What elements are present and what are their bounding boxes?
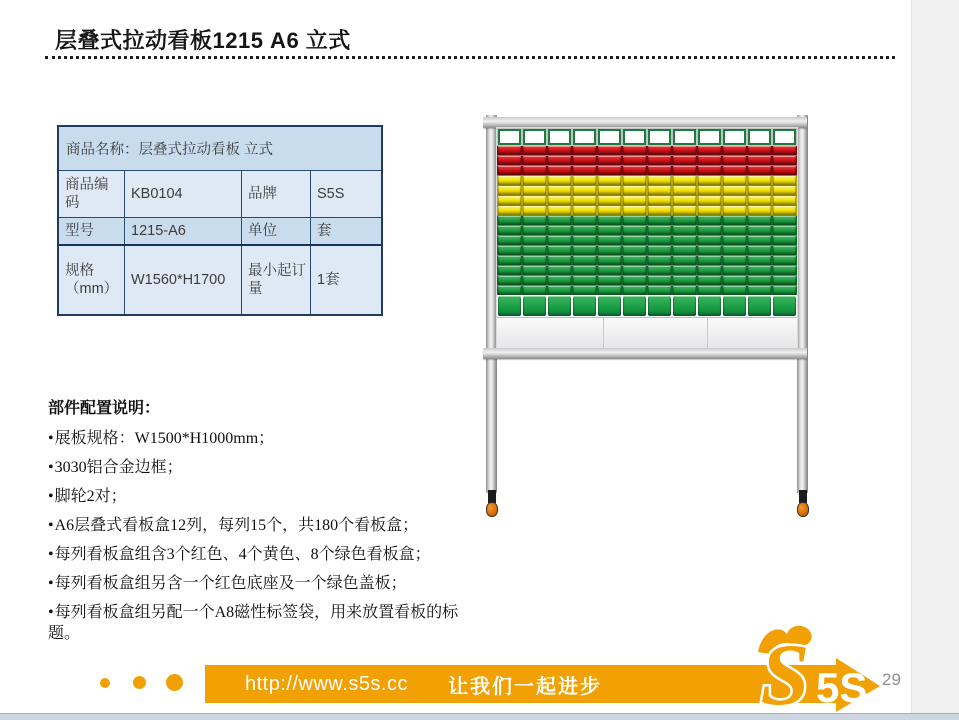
kanban-bin-yellow — [573, 186, 596, 195]
kanban-bin-green — [548, 236, 571, 245]
kanban-bin-red — [548, 166, 571, 175]
label-card — [648, 129, 671, 145]
kanban-bin-red — [698, 166, 721, 175]
page-title: 层叠式拉动看板1215 A6 立式 — [55, 28, 351, 53]
cover-plate — [498, 296, 521, 316]
label-card — [698, 129, 721, 145]
kanban-bin-green — [773, 216, 796, 225]
kanban-bin-green — [648, 226, 671, 235]
component-config-notes — [48, 398, 468, 652]
right-gutter — [911, 0, 959, 720]
kanban-bin-red — [773, 166, 796, 175]
kanban-bin-green — [598, 246, 621, 255]
table-cell-value: 1套 — [310, 246, 381, 314]
table-row — [59, 244, 381, 314]
label-card — [498, 129, 521, 145]
cover-plate — [573, 296, 596, 316]
kanban-bin-green — [648, 286, 671, 295]
bin-row-yellow — [497, 206, 797, 215]
kanban-bin-green — [548, 256, 571, 265]
kanban-bin-yellow — [548, 196, 571, 205]
kanban-bin-yellow — [523, 186, 546, 195]
frame-post-left — [486, 115, 497, 493]
kanban-bin-yellow — [523, 176, 546, 185]
kanban-bin-green — [748, 246, 771, 255]
kanban-bin-green — [623, 256, 646, 265]
kanban-bin-green — [523, 226, 546, 235]
kanban-bin-red — [623, 166, 646, 175]
kanban-bin-red — [698, 146, 721, 155]
table-cell-value: KB0104 — [124, 171, 241, 217]
kanban-bin-red — [623, 156, 646, 165]
kanban-bin-red — [648, 156, 671, 165]
footer-dot — [133, 676, 146, 689]
kanban-bin-green — [523, 266, 546, 275]
kanban-bin-green — [598, 226, 621, 235]
kanban-bin-yellow — [548, 186, 571, 195]
kanban-bin-green — [773, 246, 796, 255]
kanban-bin-yellow — [648, 176, 671, 185]
board-lower-panel — [497, 317, 797, 348]
config-item: • 每列看板盒组另含一个红色底座及一个绿色盖板； — [48, 573, 468, 594]
table-cell-label: 单位 — [241, 218, 310, 244]
kanban-bin-green — [598, 276, 621, 285]
kanban-bin-green — [623, 266, 646, 275]
kanban-bin-green — [523, 286, 546, 295]
kanban-bin-green — [748, 216, 771, 225]
kanban-bin-green — [698, 276, 721, 285]
bin-row-red — [497, 156, 797, 165]
title-dotted-rule — [45, 56, 895, 59]
table-cell-label: 商品编码 — [65, 176, 109, 211]
kanban-bin-yellow — [573, 196, 596, 205]
kanban-bin-red — [523, 146, 546, 155]
kanban-bin-green — [623, 226, 646, 235]
kanban-bin-green — [698, 266, 721, 275]
kanban-bin-yellow — [598, 206, 621, 215]
kanban-bin-green — [723, 236, 746, 245]
kanban-bin-red — [673, 166, 696, 175]
label-card — [748, 129, 771, 145]
kanban-bin-green — [748, 276, 771, 285]
kanban-bin-green — [673, 256, 696, 265]
product-name-cell: 商品名称：层叠式拉动看板 立式 — [59, 127, 381, 170]
kanban-bin-green — [773, 256, 796, 265]
kanban-bin-red — [548, 146, 571, 155]
kanban-bin-red — [748, 146, 771, 155]
kanban-bin-red — [673, 146, 696, 155]
kanban-bin-green — [548, 266, 571, 275]
kanban-bin-green — [548, 276, 571, 285]
s5s-logo — [688, 620, 888, 720]
kanban-bin-green — [598, 256, 621, 265]
product-table — [57, 125, 383, 316]
kanban-bin-green — [598, 286, 621, 295]
website-url[interactable]: http://www.s5s.cc — [245, 672, 408, 695]
kanban-bin-red — [773, 156, 796, 165]
frame-post-right — [797, 115, 808, 493]
kanban-bin-yellow — [748, 206, 771, 215]
kanban-bin-green — [723, 246, 746, 255]
kanban-bin-green — [673, 246, 696, 255]
kanban-bin-green — [723, 276, 746, 285]
kanban-bin-green — [623, 286, 646, 295]
kanban-bin-green — [548, 226, 571, 235]
caster-right — [796, 490, 810, 520]
label-card — [673, 129, 696, 145]
kanban-bin-yellow — [598, 176, 621, 185]
kanban-bin-green — [573, 226, 596, 235]
label-card — [623, 129, 646, 145]
kanban-bin-yellow — [573, 176, 596, 185]
footer-slogan: 让我们一起进步 — [448, 675, 602, 698]
footer-dot — [166, 674, 183, 691]
logo-letter-big: S — [760, 627, 810, 720]
kanban-bin-yellow — [698, 186, 721, 195]
kanban-bin-yellow — [673, 196, 696, 205]
frame-rail-bottom — [483, 348, 807, 359]
kanban-bin-red — [523, 166, 546, 175]
label-card — [773, 129, 796, 145]
cover-plate — [698, 296, 721, 316]
kanban-bin-green — [698, 226, 721, 235]
table-cell-value: 1215-A6 — [124, 218, 241, 244]
table-cell-value: S5S — [310, 171, 381, 217]
kanban-bin-red — [698, 156, 721, 165]
footer-dot — [100, 678, 110, 688]
kanban-bin-red — [598, 156, 621, 165]
board-cover-row — [497, 296, 797, 316]
bin-row-green — [497, 256, 797, 265]
kanban-bin-green — [748, 226, 771, 235]
kanban-bin-green — [623, 216, 646, 225]
table-cell-label: 最小起订量 — [241, 246, 310, 314]
kanban-bin-green — [548, 246, 571, 255]
cover-plate — [673, 296, 696, 316]
kanban-bin-green — [673, 216, 696, 225]
table-cell-value: W1560*H1700 — [124, 246, 241, 314]
kanban-bin-red — [773, 146, 796, 155]
kanban-bin-green — [498, 256, 521, 265]
kanban-bin-yellow — [523, 196, 546, 205]
kanban-bin-red — [498, 156, 521, 165]
kanban-bin-yellow — [623, 186, 646, 195]
config-item: • 每列看板盒组含3个红色、4个黄色、8个绿色看板盒； — [48, 544, 468, 565]
kanban-bin-red — [498, 166, 521, 175]
board-label-strip — [497, 129, 797, 145]
kanban-bin-green — [598, 216, 621, 225]
kanban-bin-yellow — [548, 176, 571, 185]
cover-plate — [523, 296, 546, 316]
kanban-bin-green — [648, 216, 671, 225]
kanban-bin-green — [598, 266, 621, 275]
kanban-bin-yellow — [498, 186, 521, 195]
kanban-bin-green — [723, 256, 746, 265]
kanban-bin-red — [598, 166, 621, 175]
kanban-bin-red — [573, 146, 596, 155]
kanban-bin-yellow — [748, 176, 771, 185]
kanban-bin-green — [523, 246, 546, 255]
kanban-bin-green — [498, 266, 521, 275]
kanban-bin-green — [573, 236, 596, 245]
kanban-bin-yellow — [498, 206, 521, 215]
cover-plate — [748, 296, 771, 316]
bin-row-green — [497, 276, 797, 285]
kanban-bin-green — [598, 236, 621, 245]
kanban-bin-green — [698, 236, 721, 245]
cover-plate — [598, 296, 621, 316]
kanban-bin-red — [748, 156, 771, 165]
kanban-bin-green — [648, 266, 671, 275]
kanban-bin-green — [673, 286, 696, 295]
label-card — [523, 129, 546, 145]
config-item: • 脚轮2对； — [48, 486, 468, 507]
kanban-bin-green — [623, 236, 646, 245]
table-cell-value: 套 — [310, 218, 381, 244]
kanban-bin-green — [648, 246, 671, 255]
kanban-bin-yellow — [623, 206, 646, 215]
cover-plate — [623, 296, 646, 316]
kanban-bin-green — [723, 286, 746, 295]
bin-row-green — [497, 246, 797, 255]
config-heading: 部件配置说明： — [48, 400, 161, 417]
kanban-bin-yellow — [648, 186, 671, 195]
kanban-bin-green — [748, 256, 771, 265]
kanban-bin-red — [523, 156, 546, 165]
kanban-bin-yellow — [723, 176, 746, 185]
kanban-bin-yellow — [648, 196, 671, 205]
kanban-bin-green — [573, 256, 596, 265]
label-card — [573, 129, 596, 145]
kanban-bin-green — [698, 286, 721, 295]
kanban-bin-green — [648, 256, 671, 265]
kanban-bin-yellow — [773, 176, 796, 185]
label-card — [598, 129, 621, 145]
bin-row-green — [497, 236, 797, 245]
kanban-bin-green — [523, 276, 546, 285]
table-cell-label: 规格（mm） — [65, 262, 119, 297]
kanban-bin-yellow — [723, 206, 746, 215]
kanban-bin-green — [498, 246, 521, 255]
kanban-bin-green — [498, 236, 521, 245]
kanban-bin-red — [573, 166, 596, 175]
bin-row-green — [497, 266, 797, 275]
kanban-bin-yellow — [623, 196, 646, 205]
kanban-bin-green — [498, 276, 521, 285]
kanban-bin-yellow — [498, 176, 521, 185]
kanban-bin-red — [498, 146, 521, 155]
kanban-bin-green — [748, 286, 771, 295]
kanban-bin-red — [548, 156, 571, 165]
kanban-bin-green — [673, 266, 696, 275]
table-row — [59, 170, 381, 217]
kanban-bin-green — [773, 286, 796, 295]
logo-letters-small: 5S — [816, 664, 868, 711]
kanban-bin-yellow — [673, 176, 696, 185]
kanban-bin-green — [673, 226, 696, 235]
kanban-bin-red — [573, 156, 596, 165]
kanban-bin-yellow — [598, 186, 621, 195]
kanban-bin-red — [748, 166, 771, 175]
kanban-bin-green — [723, 216, 746, 225]
config-item: • 3030铝合金边框； — [48, 457, 468, 478]
kanban-bin-red — [723, 166, 746, 175]
table-cell-label: 型号 — [65, 222, 94, 239]
label-card — [548, 129, 571, 145]
cover-plate — [723, 296, 746, 316]
kanban-bin-yellow — [498, 196, 521, 205]
kanban-bin-green — [548, 286, 571, 295]
caster-wheel — [486, 502, 498, 517]
kanban-bin-green — [673, 276, 696, 285]
config-item: • A6层叠式看板盒12列，每列15个，共180个看板盒； — [48, 515, 468, 536]
kanban-bin-red — [648, 146, 671, 155]
bin-row-red — [497, 166, 797, 175]
label-card — [723, 129, 746, 145]
kanban-bin-yellow — [723, 196, 746, 205]
kanban-bin-green — [498, 226, 521, 235]
frame-rail-top — [483, 117, 807, 128]
cover-plate — [773, 296, 796, 316]
kanban-bin-green — [773, 236, 796, 245]
kanban-bin-red — [723, 156, 746, 165]
board-face — [497, 128, 797, 348]
kanban-bin-yellow — [598, 196, 621, 205]
table-row — [59, 217, 381, 244]
kanban-bin-green — [773, 266, 796, 275]
kanban-bin-yellow — [623, 176, 646, 185]
kanban-bin-green — [773, 276, 796, 285]
kanban-bin-green — [748, 266, 771, 275]
kanban-bin-yellow — [748, 186, 771, 195]
bin-row-red — [497, 146, 797, 155]
kanban-bin-red — [648, 166, 671, 175]
kanban-bin-red — [723, 146, 746, 155]
kanban-bin-yellow — [673, 206, 696, 215]
kanban-bin-yellow — [648, 206, 671, 215]
kanban-bin-red — [598, 146, 621, 155]
kanban-bin-green — [698, 256, 721, 265]
kanban-bin-green — [623, 246, 646, 255]
kanban-bin-green — [648, 236, 671, 245]
cover-plate — [548, 296, 571, 316]
kanban-bin-green — [748, 236, 771, 245]
kanban-bin-green — [623, 276, 646, 285]
bin-row-yellow — [497, 176, 797, 185]
kanban-bin-yellow — [723, 186, 746, 195]
page-number: 29 — [882, 670, 901, 689]
panel-divider — [707, 318, 708, 348]
kanban-bin-green — [673, 236, 696, 245]
cover-plate — [648, 296, 671, 316]
bin-row-yellow — [497, 186, 797, 195]
kanban-bin-green — [573, 286, 596, 295]
kanban-bin-green — [573, 216, 596, 225]
kanban-bin-green — [523, 256, 546, 265]
kanban-bin-yellow — [698, 176, 721, 185]
kanban-bin-green — [698, 246, 721, 255]
kanban-bin-green — [498, 286, 521, 295]
bin-row-green — [497, 286, 797, 295]
kanban-bin-red — [673, 156, 696, 165]
caster-wheel — [797, 502, 809, 517]
board-bin-rows — [497, 146, 797, 295]
kanban-bin-yellow — [773, 186, 796, 195]
config-item: • 每列看板盒组另配一个A8磁性标签袋，用来放置看板的标题。 — [48, 602, 468, 644]
kanban-bin-green — [698, 216, 721, 225]
kanban-bin-green — [773, 226, 796, 235]
bin-row-green — [497, 216, 797, 225]
kanban-bin-yellow — [773, 196, 796, 205]
kanban-bin-green — [573, 276, 596, 285]
kanban-board-image — [478, 112, 812, 524]
panel-divider — [603, 318, 604, 348]
table-cell-label: 品牌 — [241, 171, 310, 217]
bin-row-yellow — [497, 196, 797, 205]
kanban-bin-green — [523, 216, 546, 225]
kanban-bin-yellow — [673, 186, 696, 195]
kanban-bin-yellow — [523, 206, 546, 215]
kanban-bin-green — [498, 216, 521, 225]
kanban-bin-green — [573, 246, 596, 255]
kanban-bin-green — [548, 216, 571, 225]
kanban-bin-yellow — [698, 206, 721, 215]
bin-row-green — [497, 226, 797, 235]
kanban-bin-red — [623, 146, 646, 155]
kanban-bin-green — [723, 266, 746, 275]
caster-left — [485, 490, 499, 520]
kanban-bin-green — [573, 266, 596, 275]
kanban-bin-green — [648, 276, 671, 285]
kanban-bin-yellow — [573, 206, 596, 215]
config-item: • 展板规格：W1500*H1000mm； — [48, 428, 468, 449]
kanban-bin-green — [723, 226, 746, 235]
kanban-bin-green — [523, 236, 546, 245]
kanban-bin-yellow — [748, 196, 771, 205]
kanban-bin-yellow — [548, 206, 571, 215]
kanban-bin-yellow — [773, 206, 796, 215]
kanban-bin-yellow — [698, 196, 721, 205]
